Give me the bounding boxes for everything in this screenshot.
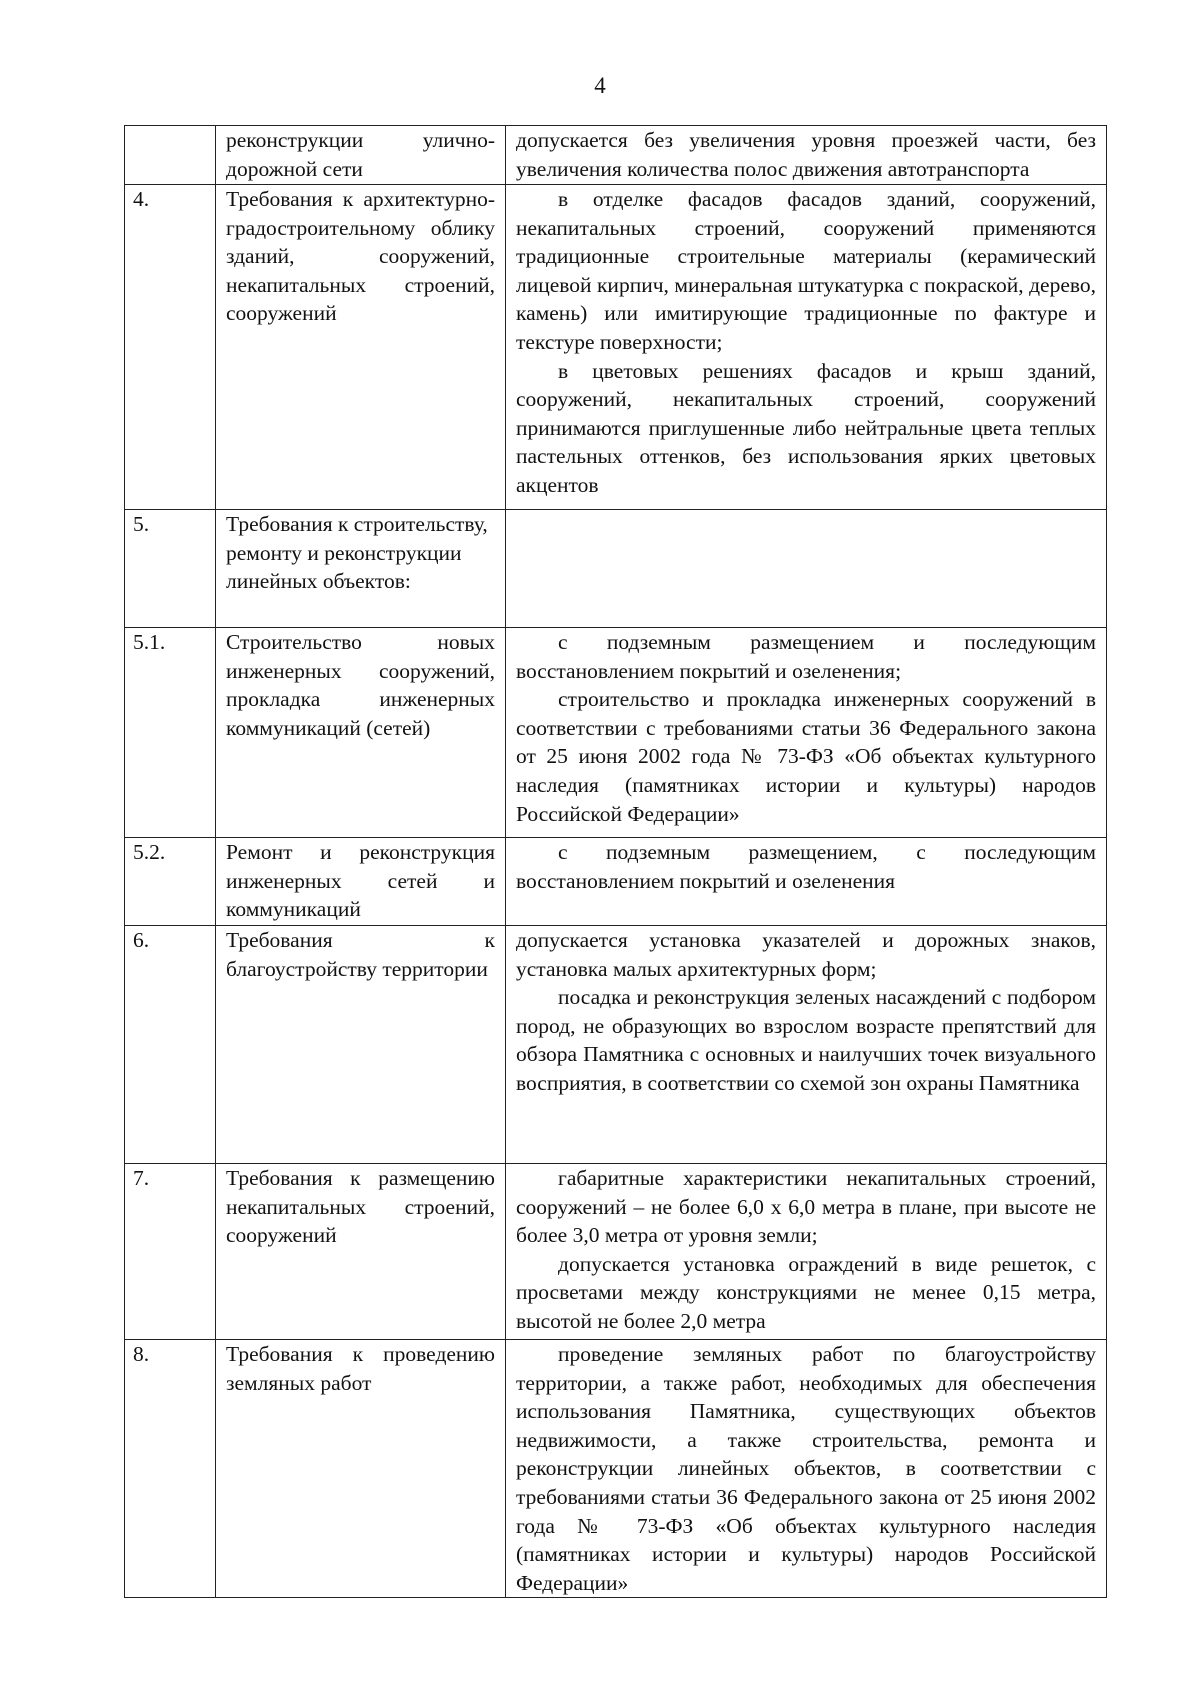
- requirement-text: [506, 185, 1107, 510]
- table-row: [125, 1164, 1107, 1340]
- table-row: [125, 838, 1107, 926]
- requirement-paragraph: проведение земляных работ по благоустройству территории, а также работ, необходимых для обеспечения использования Памятника, существующих объектов недвижимости, а также строительства, ремонта и реконструкции линейных объектов, в соответствии с требованиями статьи 36 Федерального закона от 25 июня 2002 года № 73-ФЗ «Об объектах культурного наследия (памятниках истории и культуры) народов Российской Федерации»: [516, 1342, 1096, 1595]
- requirement-name: Требования к размещению некапитальных строений, сооружений: [216, 1164, 506, 1340]
- requirement-text: [506, 1164, 1107, 1340]
- row-number: [125, 126, 216, 185]
- requirement-text: [506, 510, 1107, 628]
- requirement-name: Требования к проведению земляных работ: [216, 1340, 506, 1598]
- row-number: 4.: [125, 185, 216, 510]
- table-row: [125, 185, 1107, 510]
- requirements-table: [124, 125, 1107, 1598]
- table-row: [125, 126, 1107, 185]
- table-row: [125, 628, 1107, 838]
- row-number: 6.: [125, 926, 216, 1164]
- requirement-text: [506, 926, 1107, 1164]
- page-number: 4: [594, 73, 606, 98]
- table-row: [125, 926, 1107, 1164]
- requirement-paragraph: габаритные характеристики некапитальных строений, сооружений – не более 6,0 х 6,0 метра в плане, при высоте не более 3,0 метра от уровня земли;: [516, 1166, 1096, 1248]
- requirement-paragraph: строительство и прокладка инженерных сооружений в соответствии с требованиями статьи 36 Федерального закона от 25 июня 2002 года № 73-ФЗ «Об объектах культурного наследия (памятниках истории и культуры) народов Российской Федерации»: [516, 687, 1096, 826]
- row-number: 5.1.: [125, 628, 216, 838]
- row-number: 5.: [125, 510, 216, 628]
- requirement-name: Ремонт и реконструкция инженерных сетей и коммуникаций: [216, 838, 506, 926]
- requirement-paragraph: посадка и реконструкция зеленых насаждений с подбором пород, не образующих во взрослом возрасте препятствий для обзора Памятника с основных и наилучших точек визуального восприятия, в соответствии со схемой зон охраны Памятника: [516, 985, 1096, 1095]
- requirement-paragraph: в цветовых решениях фасадов и крыш зданий, сооружений, некапитальных строений, сооружений принимаются приглушенные либо нейтральные цвета теплых пастельных оттенков, без использования ярких цветовых акцентов: [516, 358, 1096, 497]
- table-row: [125, 510, 1107, 628]
- requirement-name: реконструкции улично-дорожной сети: [216, 126, 506, 185]
- requirement-text: [506, 628, 1107, 838]
- requirement-text: [506, 126, 1107, 185]
- requirement-text: [506, 838, 1107, 926]
- requirement-paragraph: в отделке фасадов фасадов зданий, сооружений, некапитальных строений, сооружений применяются традиционные строительные материалы (керамический лицевой кирпич, минеральная штукатурка с покраской, дерево, камень) или имитирующие традиционные по фактуре и текстуре поверхности;: [516, 187, 1096, 354]
- requirement-name: Требования к архитектурно-градостроительному облику зданий, сооружений, некапитальных строений, сооружений: [216, 185, 506, 510]
- requirement-paragraph: допускается установка указателей и дорожных знаков, установка малых архитектурных форм;: [516, 928, 1096, 981]
- requirement-paragraph: допускается установка ограждений в виде решеток, с просветами между конструкциями не менее 0,15 метра, высотой не более 2,0 метра: [516, 1251, 1096, 1333]
- requirement-paragraph: с подземным размещением и последующим восстановлением покрытий и озеленения;: [516, 630, 1096, 683]
- requirement-name: Строительство новых инженерных сооружений, прокладка инженерных коммуникаций (сетей): [216, 628, 506, 838]
- requirement-name: Требования к благоустройству территории: [216, 926, 506, 1164]
- row-number: 5.2.: [125, 838, 216, 926]
- requirement-paragraph: с подземным размещением, с последующим восстановлением покрытий и озеленения: [516, 840, 1096, 893]
- row-number: 8.: [125, 1340, 216, 1598]
- requirement-name: Требования к строительству, ремонту и реконструкции линейных объектов:: [216, 510, 506, 628]
- table-row: [125, 1340, 1107, 1598]
- requirement-paragraph: допускается без увеличения уровня проезжей части, без увеличения количества полос движения автотранспорта: [516, 128, 1096, 181]
- requirement-text: [506, 1340, 1107, 1598]
- row-number: 7.: [125, 1164, 216, 1340]
